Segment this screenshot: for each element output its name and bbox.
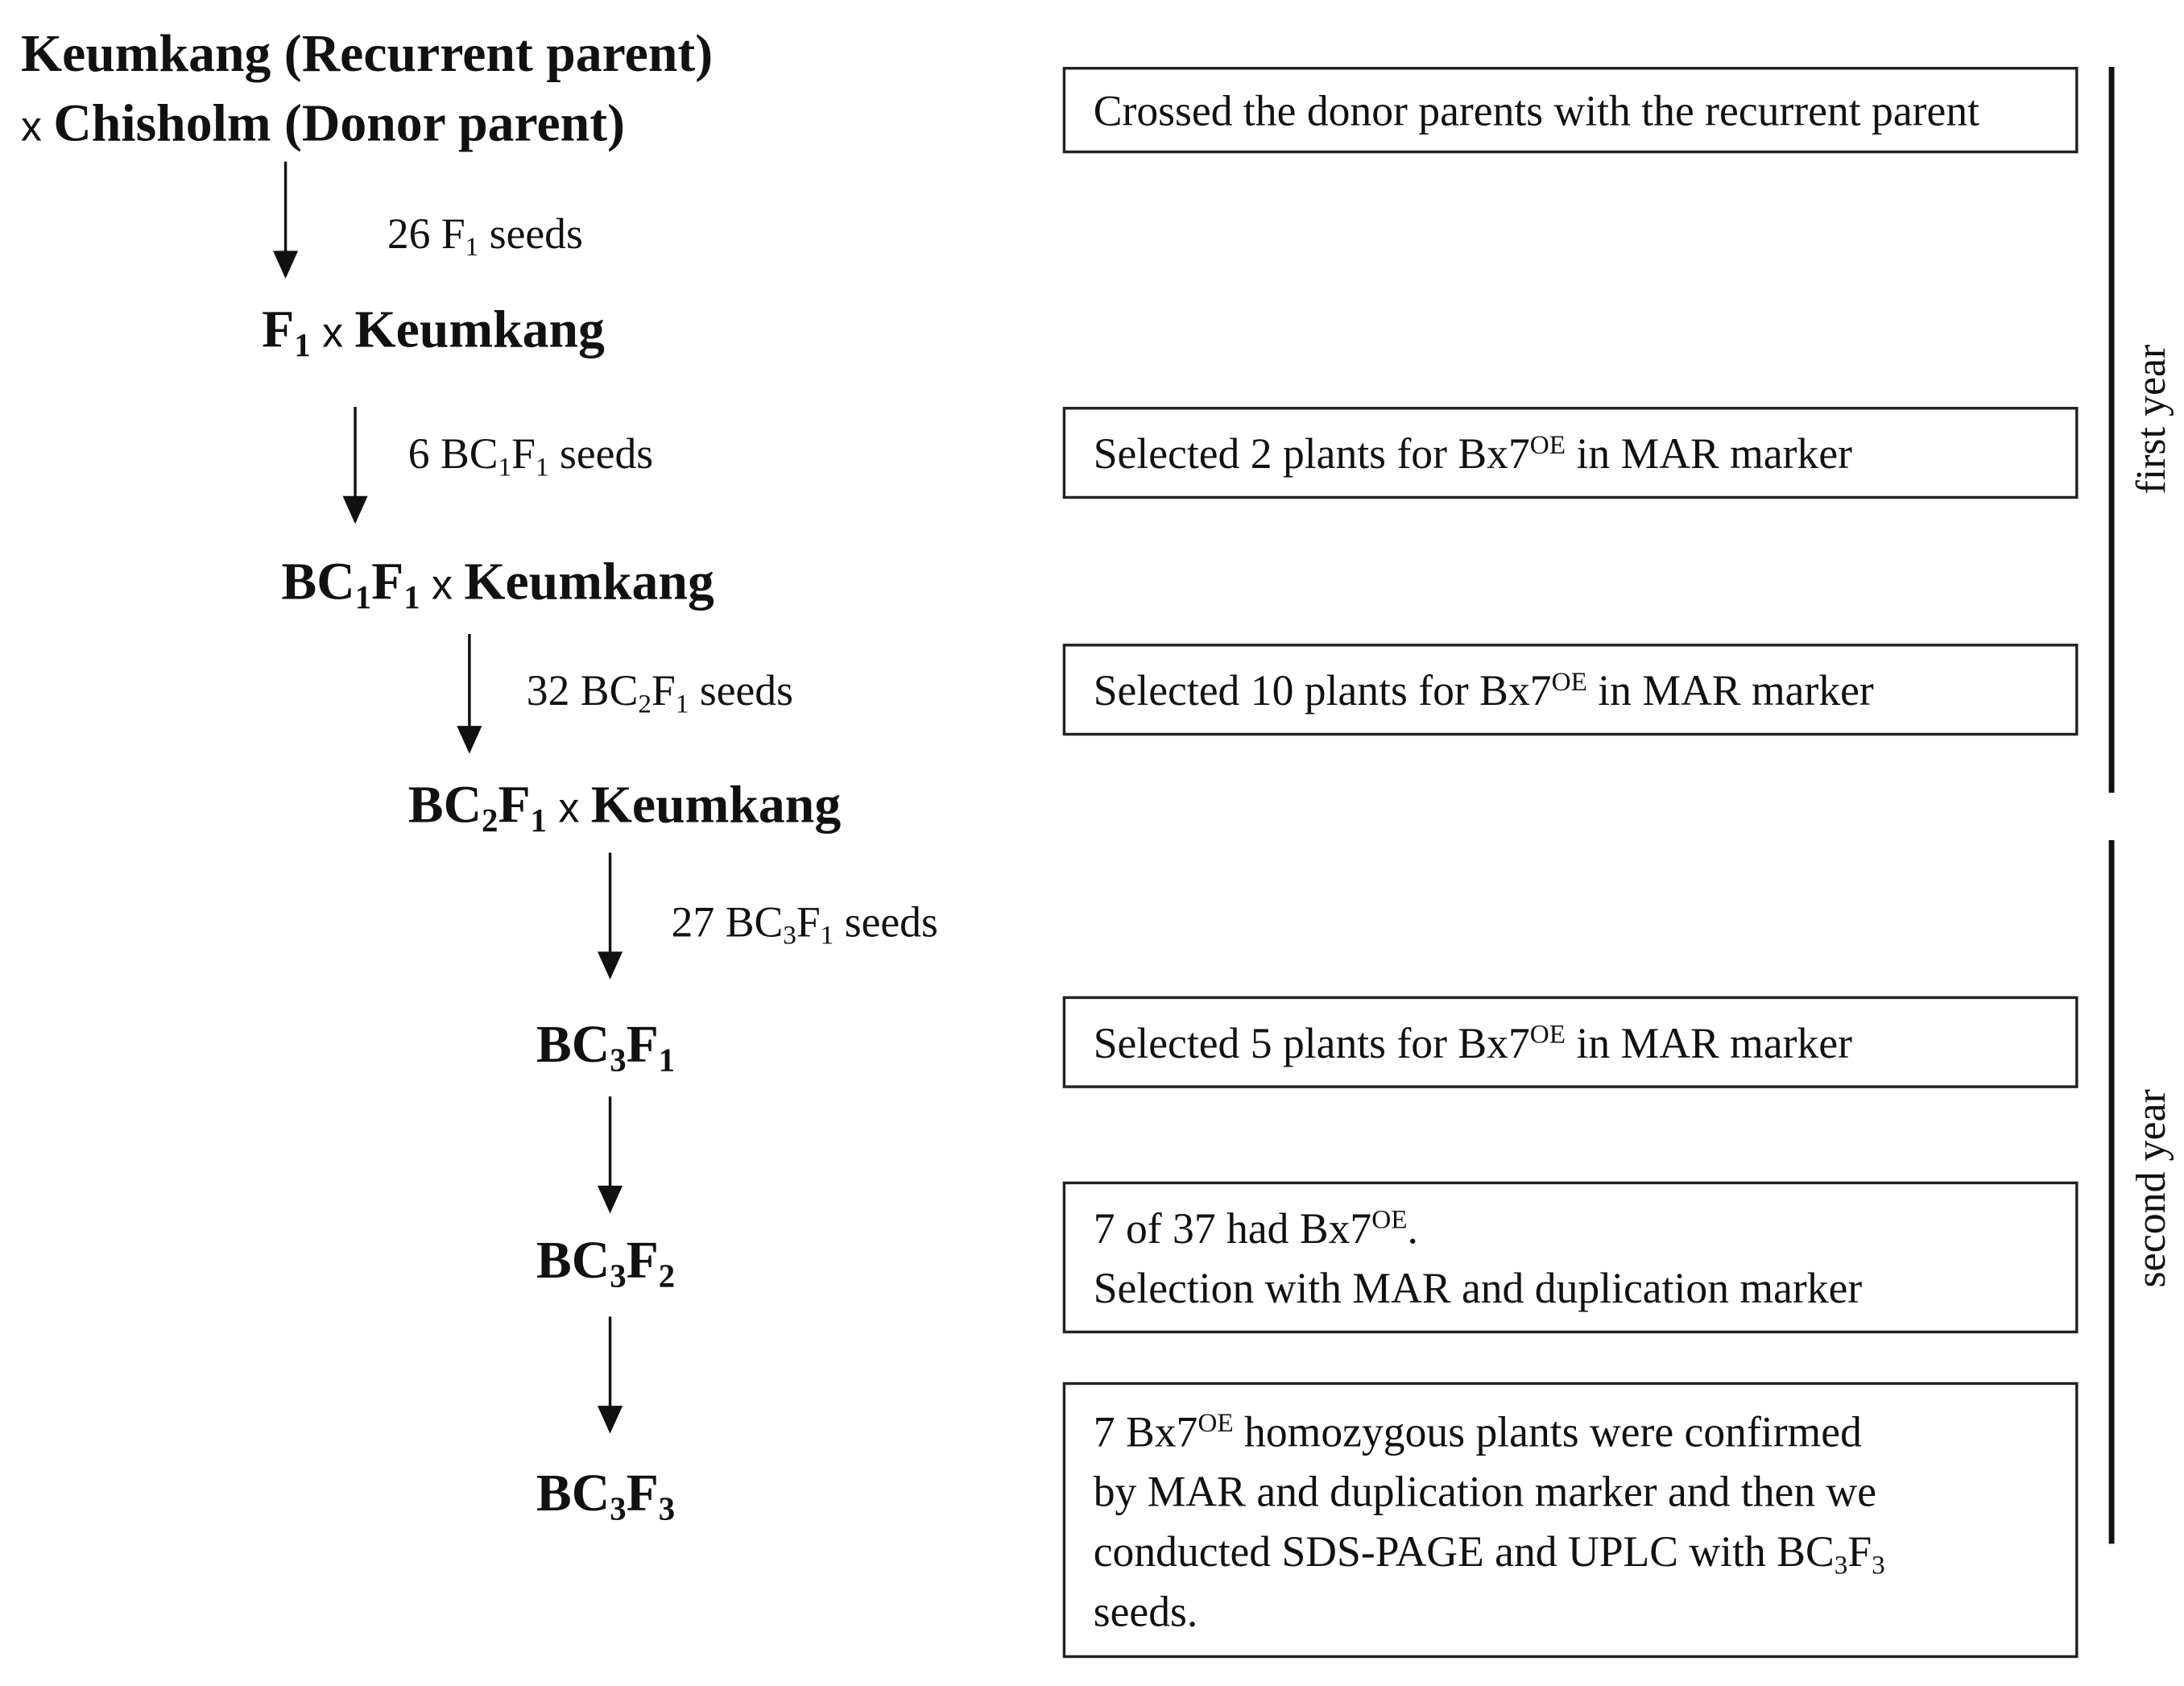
text-segment: Crossed the donor parents with the recurrent parent [1093,86,1980,135]
arrow-down-icon [354,407,356,521]
text-segment: BC [407,776,482,835]
text-segment: Keumkang [464,553,714,612]
text-segment: F [626,1464,659,1523]
subscript: 1 [403,580,420,617]
step-box-select-5 [1063,996,2079,1088]
step-box-7-of-37 [1063,1182,2079,1334]
text-segment: seeds [689,665,793,715]
text-segment: Selection with MAR and duplication marker [1093,1263,1863,1313]
arrow-label-bc1f1-seeds [407,429,654,483]
text-segment: BC [536,1464,610,1523]
text-segment: seeds. [1093,1587,1198,1636]
arrow-down-icon [609,1096,611,1211]
subscript: 1 [820,921,834,951]
generation-f1 [262,300,605,365]
subscript: 1 [658,1042,676,1079]
arrow-label-bc3f1-seeds [671,897,938,951]
generation-bc1f1 [281,553,714,617]
subscript: 3 [658,1491,676,1528]
first-year-label: first year [2128,344,2174,495]
subscript: 3 [610,1491,627,1528]
text-segment: Selected 2 plants for Bx7 [1093,429,1530,478]
supscript: OE [1197,1409,1234,1439]
subscript: 3 [1834,1551,1848,1581]
text-segment: Chisholm (Donor parent) [53,94,625,154]
second-year-label: second year [2128,1089,2174,1288]
subscript: 1 [498,453,512,483]
supscript: OE [1371,1205,1408,1236]
arrow-down-icon [284,162,287,276]
text-segment: F [626,1231,659,1290]
text-segment: 26 F [387,209,465,258]
subscript: 1 [354,580,372,617]
arrow-down-icon [609,853,611,977]
arrow-down-icon [609,1316,611,1431]
generation-bc2f1 [407,776,842,840]
step-box-select-2 [1063,407,2079,499]
text-segment: F [371,553,404,612]
donor-parent-title [20,94,625,154]
subscript: 1 [530,803,548,840]
text-segment: F [498,776,531,835]
text-segment: Selected 10 plants for Bx7 [1093,665,1552,715]
generation-bc3f2 [536,1231,676,1295]
subscript: 1 [675,690,689,720]
supscript: OE [1551,668,1587,698]
subscript: 1 [465,233,479,263]
arrow-down-icon [468,634,470,751]
text-segment: Keumkang (Recurrent parent) [20,25,714,84]
arrow-label-bc2f1-seeds [526,665,793,720]
subscript: 2 [658,1258,676,1295]
subscript: 1 [535,453,549,483]
generation-bc3f1 [536,1015,676,1079]
arrow-label-f1-seeds [387,209,583,263]
text-segment: Keumkang [354,300,605,360]
text-segment: BC [281,553,355,612]
second-year-bracket [2109,840,2115,1543]
text-segment: F [796,897,821,947]
text-segment: 7 Bx7 [1093,1406,1198,1456]
subscript: 2 [638,690,651,720]
first-year-bracket [2109,67,2115,793]
cross-symbol: x [420,562,465,609]
text-segment: in MAR marker [1566,1018,1852,1067]
supscript: OE [1529,431,1566,461]
text-segment: BC [536,1015,610,1075]
cross-symbol: x [547,785,591,832]
text-segment: in MAR marker [1586,665,1874,715]
text-segment: 27 BC [671,897,784,947]
step-box-homozygous-confirmed [1063,1382,2079,1658]
step-box-select-10 [1063,644,2079,735]
subscript: 3 [610,1258,627,1295]
text-segment: F [511,429,536,478]
cross-symbol: x [20,104,54,151]
subscript: 3 [1872,1551,1885,1581]
text-segment: 6 BC [407,429,498,478]
text-segment: BC [536,1231,610,1290]
cross-symbol: x [310,310,355,357]
subscript: 3 [610,1042,627,1079]
step-box-cross [1063,67,2079,153]
generation-bc3f3 [536,1464,676,1528]
text-segment: Keumkang [590,776,842,835]
text-segment: F [262,300,295,360]
text-segment: F [626,1015,659,1075]
subscript: 1 [294,328,311,365]
text-segment: Selected 5 plants for Bx7 [1093,1018,1530,1067]
text-segment: in MAR marker [1566,429,1852,478]
text-segment: homozygous plants were confirmed [1233,1406,1862,1456]
text-segment: by MAR and duplication marker and then we [1093,1467,1877,1516]
text-segment: F [651,665,676,715]
subscript: 2 [482,803,498,840]
text-segment: seeds [478,209,583,258]
text-segment: . [1407,1203,1418,1253]
text-segment: conducted SDS-PAGE and UPLC with BC [1093,1527,1834,1576]
text-segment: seeds [833,897,938,947]
subscript: 3 [783,921,796,951]
recurrent-parent-title [20,25,714,84]
text-segment: F [1847,1527,1872,1576]
text-segment: 7 of 37 had Bx7 [1093,1203,1372,1253]
text-segment: seeds [548,429,654,478]
text-segment: 32 BC [526,665,639,715]
supscript: OE [1529,1020,1566,1050]
